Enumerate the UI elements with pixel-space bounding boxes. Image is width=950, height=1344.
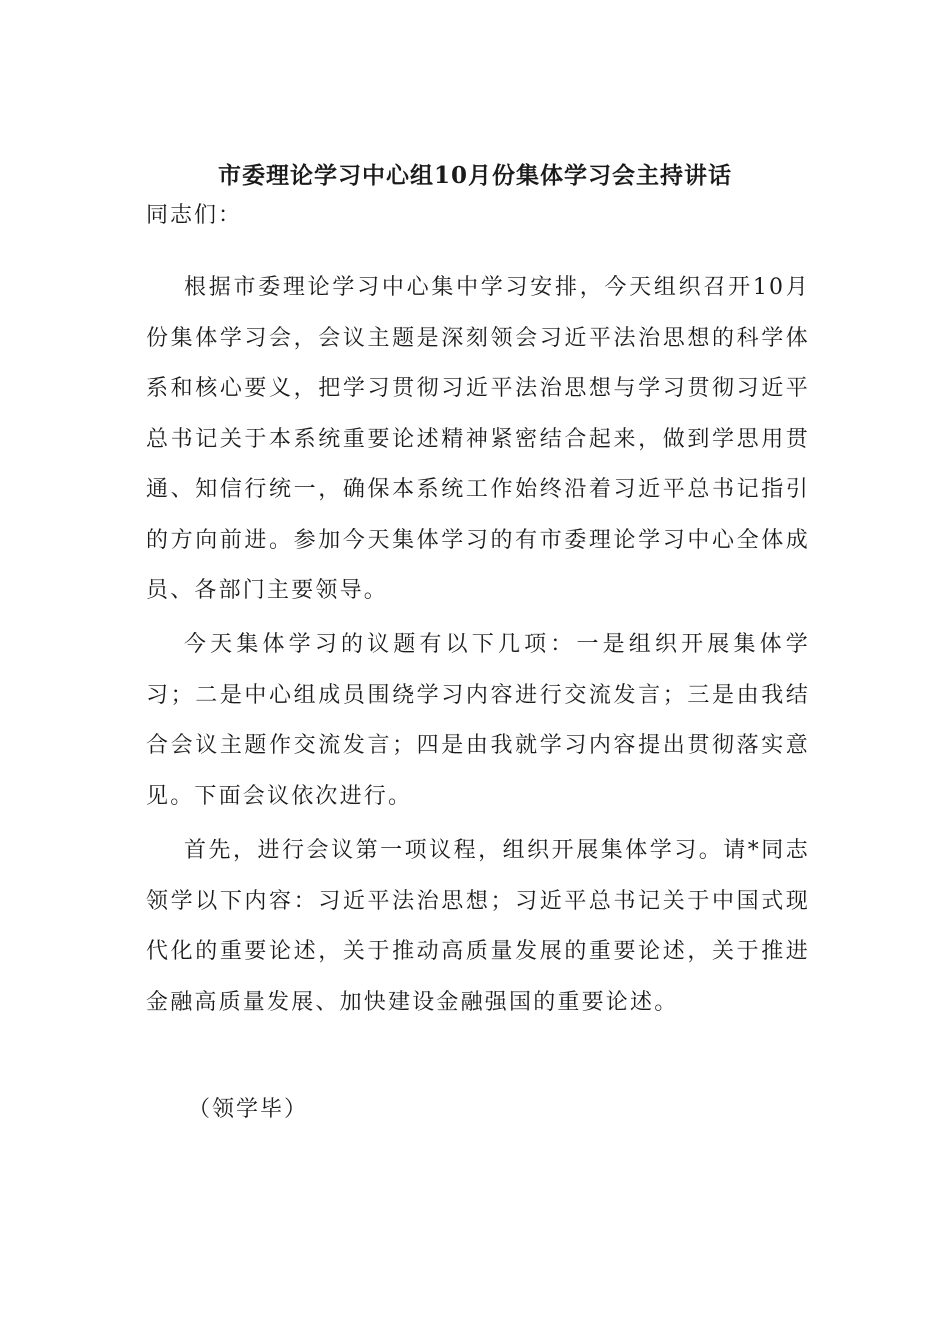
paragraph-1: 根据市委理论学习中心集中学习安排，今天组织召开10月份集体学习会，会议主题是深刻领会习近平法治思想的科学体系和核心要义，把学习贯彻习近平法治思想与学习贯彻习近平总书记关于本系统重要论述精神紧密结合起来，做到学思用贯通、知信行统一，确保本系统工作始终沿着习近平总书记指引的方向前进。参加今天集体学习的有市委理论学习中心全体成员、各部门主要领导。: [146, 275, 810, 603]
closing-note: （领学毕）: [188, 1097, 309, 1122]
salutation: 同志们：: [146, 203, 243, 228]
document-title: 市委理论学习中心组10月份集体学习会主持讲话: [217, 162, 732, 189]
paragraph-3: 首先，进行会议第一项议程，组织开展集体学习。请*同志领学以下内容：习近平法治思想；习近平总书记关于中国式现代化的重要论述，关于推动高质量发展的重要论述，关于推进金融高质量发展、加快建设金融强国的重要论述。: [146, 838, 810, 1015]
paragraph-2: 今天集体学习的议题有以下几项：一是组织开展集体学习；二是中心组成员围绕学习内容进行交流发言；三是由我结合会议主题作交流发言；四是由我就学习内容提出贯彻落实意见。下面会议依次进行。: [146, 632, 810, 809]
